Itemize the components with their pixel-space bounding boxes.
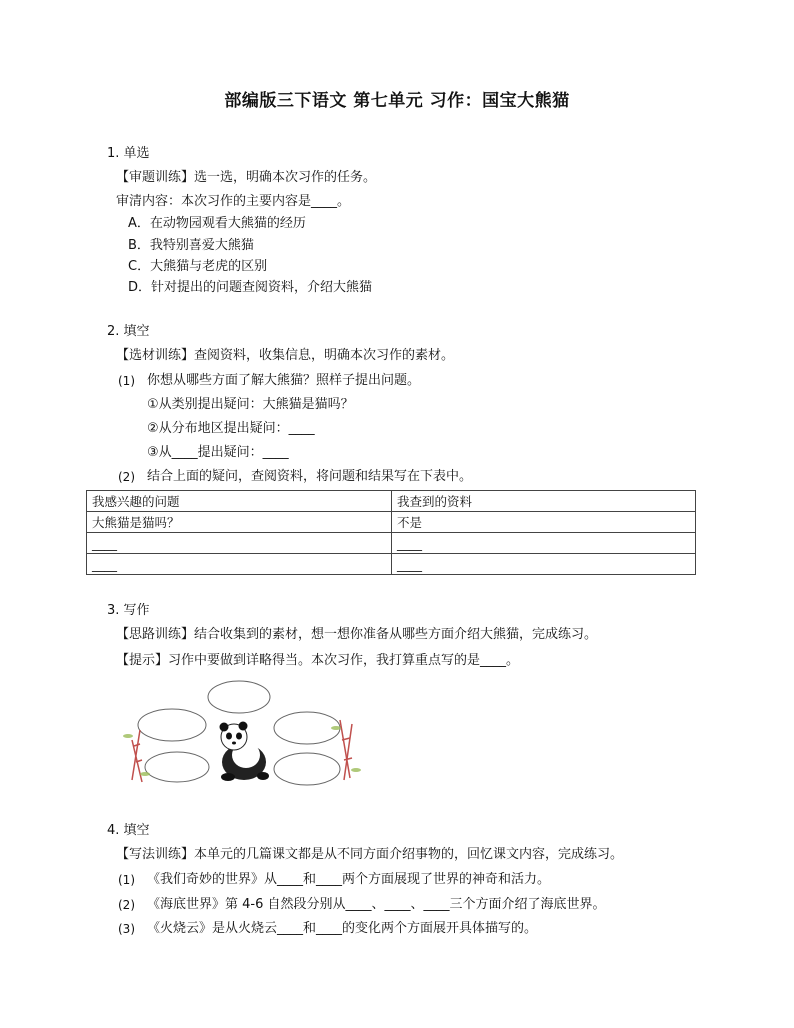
table-cell-resource: 不是 — [392, 512, 696, 533]
q1-heading: 1. 单选 — [107, 146, 150, 161]
q4-item-3-number: (3) — [118, 922, 135, 936]
q4-heading: 4. 填空 — [107, 823, 150, 838]
table-cell-question[interactable]: ____ — [87, 554, 392, 575]
q2-sub1-item-2[interactable]: ②从分布地区提出疑问：____ — [147, 421, 315, 436]
research-table — [86, 490, 696, 575]
panda-icon — [220, 722, 270, 782]
q2-sub1-item-3[interactable]: ③从____提出疑问：____ — [147, 445, 289, 460]
table-header-question: 我感兴趣的问题 — [87, 491, 392, 512]
table-cell-question[interactable]: ____ — [87, 533, 392, 554]
q2-sub2-text: 结合上面的疑问，查阅资料，将问题和结果写在下表中。 — [147, 469, 473, 484]
q2-sub2-number: (2) — [118, 470, 135, 484]
q2-heading: 2. 填空 — [107, 324, 150, 339]
table-cell-resource[interactable]: ____ — [392, 554, 696, 575]
q3-hint: 【提示】习作中要做到详略得当。本次习作，我打算重点写的是____。 — [116, 653, 520, 668]
q4-item-2-number: (2) — [118, 898, 135, 912]
mindmap-bubble-right-top — [274, 712, 340, 744]
table-row[interactable] — [87, 533, 696, 554]
q4-item-3[interactable]: 《火烧云》是从火烧云____和____的变化两个方面展开具体描写的。 — [147, 921, 538, 936]
table-row[interactable] — [87, 554, 696, 575]
q1-option-a[interactable]: A．在动物园观看大熊猫的经历 — [128, 216, 306, 231]
mindmap-bubble-left-top — [138, 709, 206, 741]
table-row — [87, 512, 696, 533]
q4-intro: 【写法训练】本单元的几篇课文都是从不同方面介绍事物的，回忆课文内容，完成练习。 — [116, 847, 624, 862]
mindmap-bubble-left-bottom — [145, 752, 209, 782]
q3-intro: 【思路训练】结合收集到的素材，想一想你准备从哪些方面介绍大熊猫，完成练习。 — [116, 627, 598, 642]
q1-intro: 【审题训练】选一选，明确本次习作的任务。 — [116, 170, 377, 185]
q1-option-d[interactable]: D．针对提出的问题查阅资料，介绍大熊猫 — [128, 280, 373, 295]
table-header-resource: 我查到的资料 — [392, 491, 696, 512]
panda-mindmap-illustration — [112, 680, 362, 788]
q3-heading: 3. 写作 — [107, 603, 150, 618]
q4-item-1-number: (1) — [118, 873, 135, 887]
page-title: 部编版三下语文 第七单元 习作：国宝大熊猫 — [224, 91, 570, 111]
table-cell-question: 大熊猫是猫吗？ — [87, 512, 392, 533]
q1-stem: 审清内容：本次习作的主要内容是____。 — [116, 194, 351, 209]
mindmap-bubble-top — [208, 681, 270, 713]
q4-item-2[interactable]: 《海底世界》第 4-6 自然段分别从____、____、____三个方面介绍了海底世界。 — [147, 897, 606, 912]
q4-item-1[interactable]: 《我们奇妙的世界》从____和____两个方面展现了世界的神奇和活力。 — [147, 872, 551, 887]
q1-option-b[interactable]: B．我特别喜爱大熊猫 — [128, 238, 254, 253]
mindmap-bubble-right-bottom — [274, 753, 340, 785]
q2-intro: 【选材训练】查阅资料，收集信息，明确本次习作的素材。 — [116, 348, 455, 363]
bamboo-right — [340, 720, 352, 780]
q2-sub1-text: 你想从哪些方面了解大熊猫？照样子提出问题。 — [147, 373, 421, 388]
q1-option-c[interactable]: C．大熊猫与老虎的区别 — [128, 259, 268, 274]
q2-sub1-item-1: ①从类别提出疑问：大熊猫是猫吗？ — [147, 397, 354, 412]
table-cell-resource[interactable]: ____ — [392, 533, 696, 554]
q2-sub1-number: (1) — [118, 374, 135, 388]
table-header-row — [87, 491, 696, 512]
